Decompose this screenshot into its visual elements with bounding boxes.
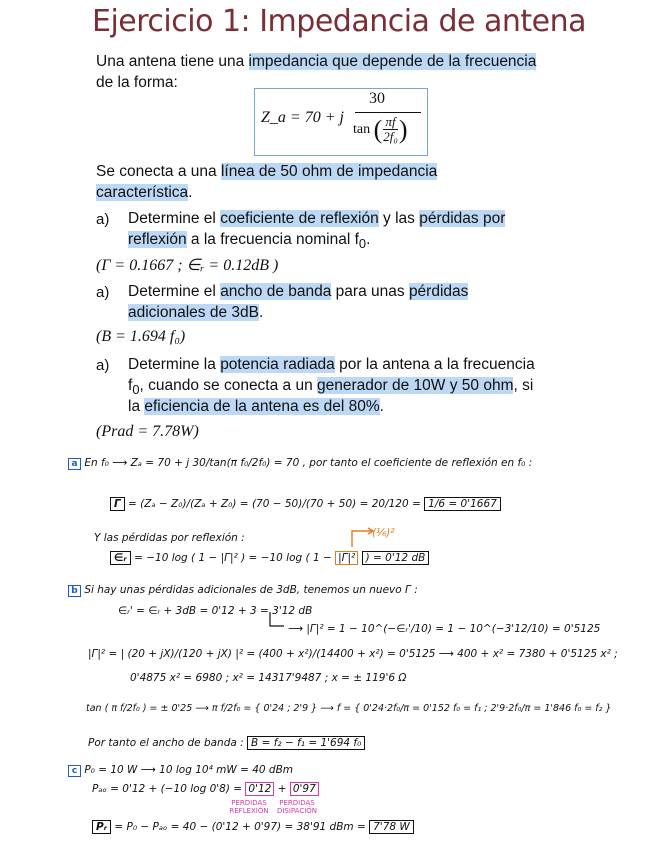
reflection-loss-note: PERDIDAS REFLEXIÓN: [229, 799, 269, 815]
bandwidth-result-box: B = f₂ − f₁ = 1'694 f₀: [247, 736, 365, 750]
q2-highlight-1: ancho de banda: [220, 283, 332, 300]
intro-text: Una antena tiene una: [96, 53, 249, 70]
q1-text-1: Determine el: [128, 210, 221, 227]
q1-answer: (Γ = 0.1667 ; ∈ᵣ = 0.12dB ): [96, 257, 279, 274]
connect-end: .: [188, 184, 193, 201]
q1-subscript: 0: [358, 236, 367, 252]
solution-a-text-2: = (Zₐ − Z₀)/(Zₐ + Z₀) = (70 − 50)/(70 + 50) = 20/120 =: [128, 498, 421, 510]
solution-b-label: b: [68, 585, 81, 597]
page-title: Ejercicio 1: Impedancia de antena: [92, 4, 587, 39]
q1-highlight-3: reflexión: [128, 231, 187, 248]
q2-text-2: para unas: [331, 283, 409, 300]
q3-subscript: 0: [132, 382, 140, 398]
loss-box: ∈ᵣ: [110, 551, 131, 565]
solution-c-label: c: [68, 765, 81, 777]
gamma-result-box: 1/6 = 0'1667: [424, 497, 501, 511]
solution-a-note: (⅙)²: [372, 527, 395, 539]
dissipation-loss-note: PERDIDAS DISIPACIÓN: [276, 799, 318, 815]
solution-b-line-2: ∈ᵣ' = ∈ᵣ + 3dB = 0'12 + 3 = 3'12 dB: [118, 605, 313, 617]
q3-highlight-3: eficiencia de la antena es del 80%: [144, 398, 380, 415]
formula-lhs: Z_a = 70 + j: [261, 109, 344, 126]
q1-highlight-1: coeficiente de reflexión: [220, 210, 379, 227]
q2-answer: (B = 1.694 f₀): [96, 328, 186, 345]
solution-b-line-5: 0'4875 x² = 6980 ; x² = 14317'9487 ; x = ± 119'6 Ω: [130, 672, 407, 684]
connect-highlight-1: línea de 50 ohm de impedancia: [220, 163, 438, 180]
q2-highlight-2: pérdidas: [408, 283, 469, 300]
solution-a-line-3: Y las pérdidas por reflexión :: [94, 532, 245, 544]
radiated-power-box: Pᵣ: [92, 820, 111, 834]
connect-text: Se conecta a una: [96, 163, 221, 180]
dissipation-loss-box: 0'97: [290, 782, 319, 796]
solution-b-text-1: Si hay unas pérdidas adicionales de 3dB, tenemos un nuevo Γ :: [84, 584, 418, 596]
q3-text-2: por la antena a la frecuencia: [334, 356, 535, 373]
formula-tan: tan: [353, 122, 371, 137]
q2-text-1: Determine el: [128, 283, 221, 300]
solution-c-text-3: = P₀ − Pₐₒ = 40 − (0'12 + 0'97) = 38'91 dBm =: [114, 821, 366, 833]
q1-label: a): [96, 211, 110, 228]
solution-a-text-1: En f₀ ⟶ Zₐ = 70 + j 30/tan(π f₀/2f₀) = 70 , por tanto el coeficiente de reflexión en f₀ :: [84, 457, 533, 469]
formula-numerator: 30: [369, 90, 385, 107]
formula-inner-den: 2f₀: [383, 129, 398, 145]
formula-inner-num: πf: [385, 114, 396, 130]
q3-text-3: f: [128, 377, 133, 394]
intro-highlight: impedancia que depende de la frecuencia: [248, 53, 537, 70]
solution-c-text-1: P₀ = 10 W ⟶ 10 log 10⁴ mW = 40 dBm: [84, 764, 293, 776]
q1-highlight-2: pérdidas por: [419, 210, 506, 227]
solution-c-text-2: Pₐₒ = 0'12 + (−10 log 0'8) =: [92, 783, 243, 795]
q2-highlight-3: adicionales de 3dB: [128, 304, 259, 321]
black-arrow: [270, 612, 284, 626]
q3-answer: (Prad = 7.78W): [96, 423, 199, 440]
q2-label: a): [96, 284, 110, 301]
solution-a-text-4: = −10 log ( 1 − |Γ|² ) = −10 log ( 1 −: [134, 552, 332, 564]
solution-b-text-7: Por tanto el ancho de banda :: [88, 737, 244, 749]
q3-highlight-2: generador de 10W y 50 ohm: [317, 377, 514, 394]
gamma-squared-box: |Γ|²: [335, 551, 358, 565]
q3-text-6: la: [128, 398, 145, 415]
solution-b-line-6: tan ( π f/2f₀ ) = ± 0'25 ⟶ π f/2f₀ = { 0'24 ; 2'9 } ⟶ f = { 0'24·2f₀/π = 0'152 f₀ = f₁ ; 2'9·2f₀/π = 1'846 f₀ = f₂ }: [86, 703, 612, 714]
q3-text-7: .: [379, 398, 384, 415]
gamma-box: Γ: [110, 497, 125, 511]
q3-label: a): [96, 357, 110, 374]
formula-denominator: tan ( $\frac{\pi f}{\text{2f₀}}$ ): [353, 114, 408, 145]
solution-b-line-4: |Γ|² = | (20 + jX)/(120 + jX) |² = (400 + x²)/(14400 + x²) = 0'5125 ⟶ 400 + x² = 7380 + 0'5125 x² ;: [88, 648, 618, 660]
q3-highlight-1: potencia radiada: [220, 356, 335, 373]
q3-text-1: Determine la: [128, 356, 221, 373]
q3-text-5: , si: [513, 377, 534, 394]
reflection-loss-box: 0'12: [245, 782, 274, 796]
solution-b-line-3: ⟶ |Γ|² = 1 − 10^(−∈ᵣ'/10) = 1 − 10^(−3'12/10) = 0'5125: [288, 623, 601, 635]
q3-text-4: , cuando se conecta a un: [139, 377, 318, 394]
loss-result-box: ) = 0'12 dB: [362, 551, 430, 565]
solution-a-label: a: [68, 458, 81, 470]
connect-highlight-2: característica: [96, 184, 189, 201]
q1-text-2: y las: [378, 210, 420, 227]
q1-text-3: a la frecuencia nominal f: [186, 231, 359, 248]
radiated-power-result-box: 7'78 W: [369, 820, 414, 834]
solution-c-line-2: Pₐₒ = 0'12 + (−10 log 0'8) = 0'12 + 0'97: [92, 783, 319, 795]
q1-text-4: .: [366, 231, 371, 248]
intro-line-2: de la forma:: [96, 74, 178, 91]
q2-text-3: .: [259, 304, 264, 321]
